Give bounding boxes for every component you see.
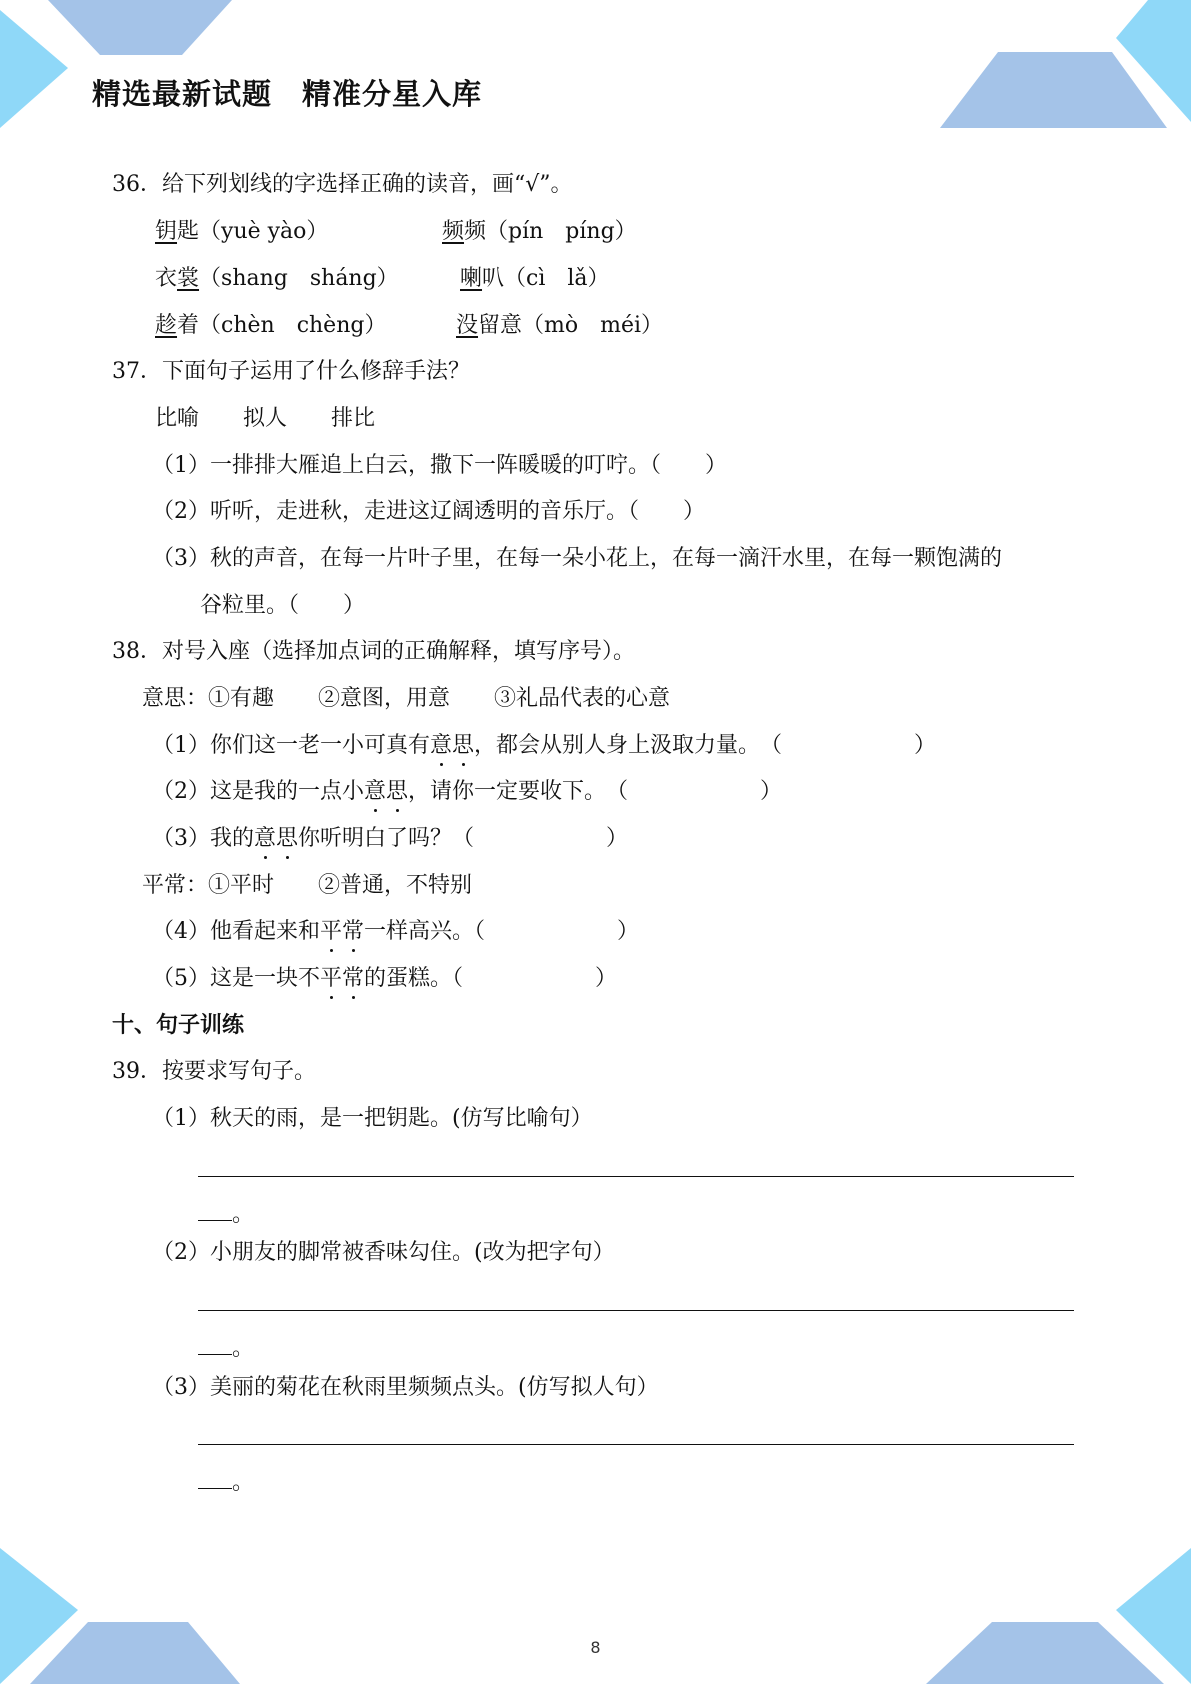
section-heading: 十、句子训练 — [112, 1013, 245, 1038]
corner-shape-top-right-triangle — [1116, 0, 1191, 122]
dotted-char: 意 — [254, 826, 277, 851]
answer-line-end: 。 — [198, 1470, 254, 1494]
q37-item-3-continued: 谷粒里。（ ） — [200, 593, 366, 618]
dotted-char: 思 — [386, 779, 409, 804]
underlined-char: 裳 — [177, 266, 200, 291]
answer-line-end: 。 — [198, 1202, 254, 1226]
q36-item-1: 钥匙（yuè yào） — [155, 219, 329, 244]
dotted-char: 常 — [342, 966, 365, 991]
q38-stem: 38．对号入座（选择加点词的正确解释，填写序号）。 — [112, 639, 635, 664]
underlined-char: 钥 — [155, 219, 178, 244]
answer-line-end: 。 — [198, 1336, 254, 1360]
header-title: 精选最新试题 精准分星入库 — [92, 77, 483, 111]
dotted-char: 意 — [364, 779, 387, 804]
answer-line[interactable] — [198, 1444, 1074, 1445]
q39-item-2: （2）小朋友的脚常被香味勾住。(改为把字句） — [152, 1240, 615, 1265]
corner-shape-top-left-triangle — [0, 10, 68, 128]
underlined-char: 趁 — [155, 313, 178, 338]
q38-item-4: （4）他看起来和平常一样高兴。（ ） — [152, 919, 640, 944]
q38-definition-pingchang: 平常：①平时 ②普通，不特别 — [142, 873, 473, 898]
q38-definition-yisi: 意思：①有趣 ②意图，用意 ③礼品代表的心意 — [142, 686, 671, 711]
q36-item-5: 趁着（chèn chèng） — [155, 313, 387, 338]
q37-item-1: （1）一排排大雁追上白云，撒下一阵暖暖的叮咛。（ ） — [152, 453, 727, 478]
underlined-char: 频 — [442, 219, 465, 244]
q38-item-5: （5）这是一块不平常的蛋糕。（ ） — [152, 966, 618, 991]
q37-stem: 37．下面句子运用了什么修辞手法？ — [112, 359, 470, 384]
dotted-char: 意 — [430, 733, 453, 758]
answer-line[interactable] — [198, 1176, 1074, 1177]
corner-shape-top-right-band — [940, 52, 1167, 128]
underlined-char: 喇 — [460, 266, 483, 291]
dotted-char: 常 — [342, 919, 365, 944]
q39-stem: 39．按要求写句子。 — [112, 1059, 316, 1084]
dotted-char: 平 — [320, 919, 343, 944]
corner-shape-bottom-left-triangle — [0, 1548, 78, 1684]
q36-item-3: 衣裳（shang sháng） — [155, 266, 399, 291]
q38-item-3: （3）我的意思你听明白了吗？（ ） — [152, 826, 629, 851]
underlined-char: 没 — [456, 313, 479, 338]
q37-item-3: （3）秋的声音，在每一片叶子里，在每一朵小花上，在每一滴汗水里，在每一颗饱满的 — [152, 546, 1002, 571]
q39-item-1: （1）秋天的雨，是一把钥匙。(仿写比喻句） — [152, 1106, 593, 1131]
q37-options: 比喻 拟人 排比 — [155, 406, 376, 431]
q36-stem: 36．给下列划线的字选择正确的读音，画“√”。 — [112, 172, 573, 197]
q38-item-1: （1）你们这一老一小可真有意思，都会从别人身上汲取力量。 （ ） — [152, 733, 937, 758]
q38-item-2: （2）这是我的一点小意思，请你一定要收下。 （ ） — [152, 779, 783, 804]
q39-item-3: （3）美丽的菊花在秋雨里频频点头。(仿写拟人句） — [152, 1375, 659, 1400]
dotted-char: 思 — [452, 733, 475, 758]
q37-item-2: （2）听听，走进秋，走进这辽阔透明的音乐厅。（ ） — [152, 499, 705, 524]
page-number: 8 — [590, 1638, 601, 1657]
answer-line[interactable] — [198, 1310, 1074, 1311]
dotted-char: 平 — [320, 966, 343, 991]
dotted-char: 思 — [276, 826, 299, 851]
q36-item-2: 频频（pín píng） — [442, 219, 637, 244]
q36-item-4: 喇叭（cì lǎ） — [460, 266, 610, 291]
corner-shape-bottom-right-triangle — [1116, 1548, 1191, 1684]
q36-item-6: 没留意（mò méi） — [456, 313, 664, 338]
corner-shape-top-left-bar — [48, 0, 232, 55]
